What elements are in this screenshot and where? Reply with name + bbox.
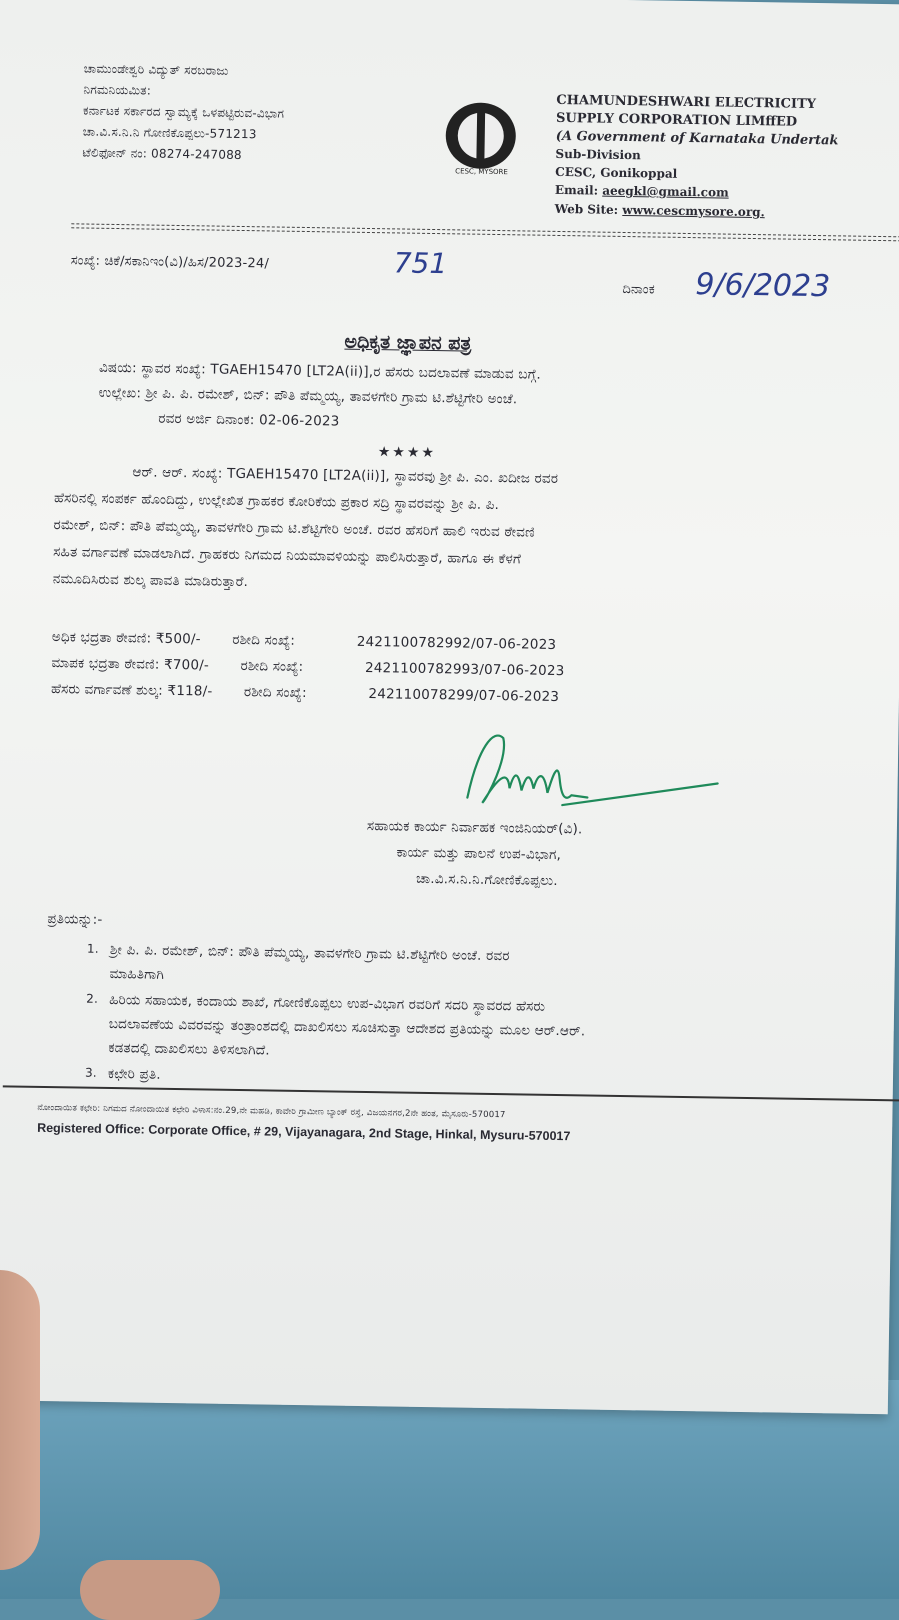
header-en-line1: CHAMUNDESHWARI ELECTRICITY	[556, 92, 817, 112]
footer-divider	[3, 1085, 899, 1101]
signatory-location: ಚಾ.ವಿ.ಸ.ನಿ.ನಿ.ಗೋಣಿಕೊಪ್ಪಲು.	[415, 870, 558, 890]
fee-label: ಅಧಿಕ ಭದ್ರತಾ ಠೇವಣಿ:	[51, 629, 152, 647]
receipt-label: ರಶೀದಿ ಸಂಖ್ಯೆ:	[232, 631, 296, 649]
copy-item-2-line1: ಹಿರಿಯ ಸಹಾಯಕ, ಕಂದಾಯ ಶಾಖೆ, ಗೋಣಿಕೊಪ್ಪಲು ಉಪ-ವಿಭಾಗ ರವರಿಗೆ ಸದರಿ ಸ್ಥಾವರದ ಹೆಸರು	[109, 991, 546, 1015]
email-row	[555, 183, 729, 200]
receipt-number: 242110078299/07-06-2023	[368, 686, 560, 706]
receipt-label: ರಶೀದಿ ಸಂಖ್ಯೆ:	[243, 684, 307, 702]
header-en-line4: Sub-Division	[555, 146, 641, 163]
fee-row	[52, 629, 557, 653]
email-label: Email:	[554, 182, 599, 198]
header-kn-line2: ನಿಗಮನಿಯಮಿತ:	[83, 82, 152, 98]
receipt-label: ರಶೀದಿ ಸಂಖ್ಯೆ:	[240, 658, 304, 676]
fee-row	[51, 681, 559, 705]
email-link[interactable]: aeegkl@gmail.com	[602, 183, 729, 200]
reference-number-handwritten: 751	[393, 246, 448, 281]
date-handwritten: 9/6/2023	[695, 267, 831, 305]
signature-icon	[447, 717, 729, 831]
body-line-4: ಸಹಿತ ವರ್ಗಾವಣೆ ಮಾಡಲಾಗಿದೆ. ಗ್ರಾಹಕರು ನಿಗಮದ ನಿಯಮಾವಳಿಯನ್ನು ಪಾಲಿಸಿರುತ್ತಾರೆ, ಹಾಗೂ ಈ ಕೆಳಗೆ	[53, 544, 522, 568]
logo-text: CESC, MYSORE	[455, 167, 508, 177]
receipt-number: 2421100782992/07-06-2023	[356, 633, 557, 653]
finger-tip	[80, 1560, 220, 1620]
website-label: Web Site:	[554, 201, 619, 217]
footer-en-address: Registered Office: Corporate Office, # 29, Vijayanagara, 2nd Stage, Hinkal, Mysuru-570017	[37, 1120, 571, 1144]
fee-amount: ₹118/-	[167, 682, 213, 700]
cesc-logo-icon	[445, 102, 516, 169]
fee-label: ಮಾಪಕ ಭದ್ರತಾ ಠೇವಣಿ:	[51, 655, 160, 673]
signatory-designation: ಸಹಾಯಕ ಕಾರ್ಯ ನಿರ್ವಾಹಕ ಇಂಜಿನಿಯರ್(ವಿ).	[366, 818, 583, 838]
reference-number-label: ಸಂಖ್ಯೆ: ಚಿಕೆ/ಸಕಾನಿಇಂ(ವಿ)/ಹಿಸ/2023-24/	[70, 253, 270, 272]
copy-item-1-line2: ಮಾಹಿತಿಗಾಗಿ	[109, 966, 165, 983]
header-kn-line5: ಟೆಲಿಫೋನ್ ನಂ: 08274-247088	[82, 145, 242, 162]
body-line-1: ಆರ್. ಆರ್. ಸಂಖ್ಯೆ: TGAEH15470 [LT2A(ii)], ಸ್ಥಾವರವು ಶ್ರೀ ಪಿ. ಎಂ. ಖದೀಜ ರವರ	[132, 464, 559, 487]
copies-heading: ಪ್ರತಿಯನ್ನು:-	[47, 911, 103, 928]
date-label: ದಿನಾಂಕ	[622, 281, 655, 298]
fee-label: ಹೆಸರು ವರ್ಗಾವಣೆ ಶುಲ್ಕ:	[50, 681, 164, 699]
fee-amount: ₹500/-	[155, 630, 201, 648]
website-link[interactable]: www.cescmysore.org.	[622, 202, 765, 220]
body-line-2: ಹೆಸರಿನಲ್ಲಿ ಸಂಪರ್ಕ ಹೊಂದಿದ್ದು, ಉಲ್ಲೇಖಿತ ಗ್ರಾಹಕರ ಕೋರಿಕೆಯ ಪ್ರಕಾರ ಸದ್ರಿ ಸ್ಥಾವರವನ್ನು ಶ್ರೀ ಪಿ. ಪಿ.	[53, 490, 500, 514]
application-date-line: ರವರ ಅರ್ಜಿ ದಿನಾಂಕ: 02-06-2023	[158, 410, 340, 430]
copy-number: 2.	[86, 991, 99, 1006]
header-en-line3: (A Government of Karnataka Undertak	[555, 128, 839, 149]
footer-kn-address: ನೋಂದಾಯಿತ ಕಛೇರಿ: ನಿಗಮದ ನೋಂದಾಯಿತ ಕಛೇರಿ ವಿಳಾಸ:ನಂ.29,ನೇ ಮಹಡಿ, ಕಾವೇರಿ ಗ್ರಾಮೀಣ ಬ್ಯಾಂಕ್ ರಸ್ತೆ, ವಿಜಯನಗರ,2ನೇ ಹಂತ, ಮೈಸೂರು-570017	[37, 1102, 506, 1121]
body-line-5: ನಮೂದಿಸಿರುವ ಶುಲ್ಕ ಪಾವತಿ ಮಾಡಿರುತ್ತಾರೆ.	[52, 571, 249, 591]
signatory-office: ಕಾರ್ಯ ಮತ್ತು ಪಾಲನೆ ಉಪ-ವಿಭಾಗ,	[396, 844, 562, 864]
copy-item-2-line2: ಬದಲಾವಣೆಯ ವಿವರವನ್ನು ತಂತ್ರಾಂಶದಲ್ಲಿ ದಾಖಲಿಸಲು ಸೂಚಿಸುತ್ತಾ ಆದೇಶದ ಪ್ರತಿಯನ್ನು ಮೂಲ ಆರ್.ಆರ್.	[108, 1015, 586, 1040]
separator-stars: ★★★★	[377, 444, 437, 462]
copy-item-2-line3: ಕಡತದಲ್ಲಿ ದಾಖಲಿಸಲು ತಿಳಿಸಲಾಗಿದೆ.	[108, 1039, 270, 1059]
subject-line: ವಿಷಯ: ಸ್ಥಾವರ ಸಂಖ್ಯೆ: TGAEH15470 [LT2A(ii)],ರ ಹೆಸರು ಬದಲಾವಣೆ ಮಾಡುವ ಬಗ್ಗೆ.	[98, 359, 542, 383]
reference-line: ಉಲ್ಲೇಖ: ಶ್ರೀ ಪಿ. ಪಿ. ರಮೇಶ್, ಬಿನ್: ಪೌತಿ ಪೆಮ್ಮಯ್ಯ, ತಾವಳಗೇರಿ ಗ್ರಾಮ ಟಿ.ಶೆಟ್ಟಿಗೇರಿ ಅಂಚೆ.	[98, 384, 518, 408]
receipt-number: 2421100782993/07-06-2023	[364, 659, 565, 680]
copy-number: 3.	[84, 1065, 97, 1080]
body-line-3: ರಮೇಶ್, ಬಿನ್: ಪೌತಿ ಪೆಮ್ಮಯ್ಯ, ತಾವಳಗೇರಿ ಗ್ರಾಮ ಟಿ.ಶೆಟ್ಟಿಗೇರಿ ಅಂಚೆ. ರವರ ಹೆಸರಿಗೆ ಹಾಲಿ ಇರುವ ಠೇವಣಿ	[53, 517, 535, 541]
header-en-line5: CESC, Gonikoppal	[555, 164, 678, 181]
header-divider	[71, 223, 899, 237]
page-title: ಅಧಿಕೃತ ಜ್ಞಾಪನ ಪತ್ರ	[344, 330, 472, 355]
header-kn-line3: ಕರ್ನಾಟಕ ಸರ್ಕಾರದ ಸ್ವಾಮ್ಯಕ್ಕೆ ಒಳಪಟ್ಟಿರುವ-ವಿಭಾಗ	[83, 103, 285, 121]
header-kn-line4: ಚಾ.ವಿ.ಸ.ನಿ.ನಿ ಗೋಣಿಕೊಪ್ಪಲು-571213	[82, 124, 257, 142]
header-en-line2: SUPPLY CORPORATION LIMffED	[555, 110, 798, 130]
copy-number: 1.	[86, 941, 99, 956]
website-row	[555, 202, 765, 219]
copy-item-1-line1: ಶ್ರೀ ಪಿ. ಪಿ. ರಮೇಶ್, ಬಿನ್: ಪೌತಿ ಪೆಮ್ಮಯ್ಯ, ತಾವಳಗೇರಿ ಗ್ರಾಮ ಟಿ.ಶೆಟ್ಟಿಗೇರಿ ಅಂಚೆ. ರವರ	[109, 942, 510, 965]
header-kn-line1: ಚಾಮುಂಡೇಶ್ವರಿ ವಿದ್ಯುತ್ ಸರಬರಾಜು	[83, 61, 229, 78]
fee-row	[51, 655, 564, 679]
copy-item-3: ಕಛೇರಿ ಪ್ರತಿ.	[107, 1065, 161, 1083]
fee-amount: ₹700/-	[163, 656, 210, 674]
finger	[0, 1270, 40, 1570]
